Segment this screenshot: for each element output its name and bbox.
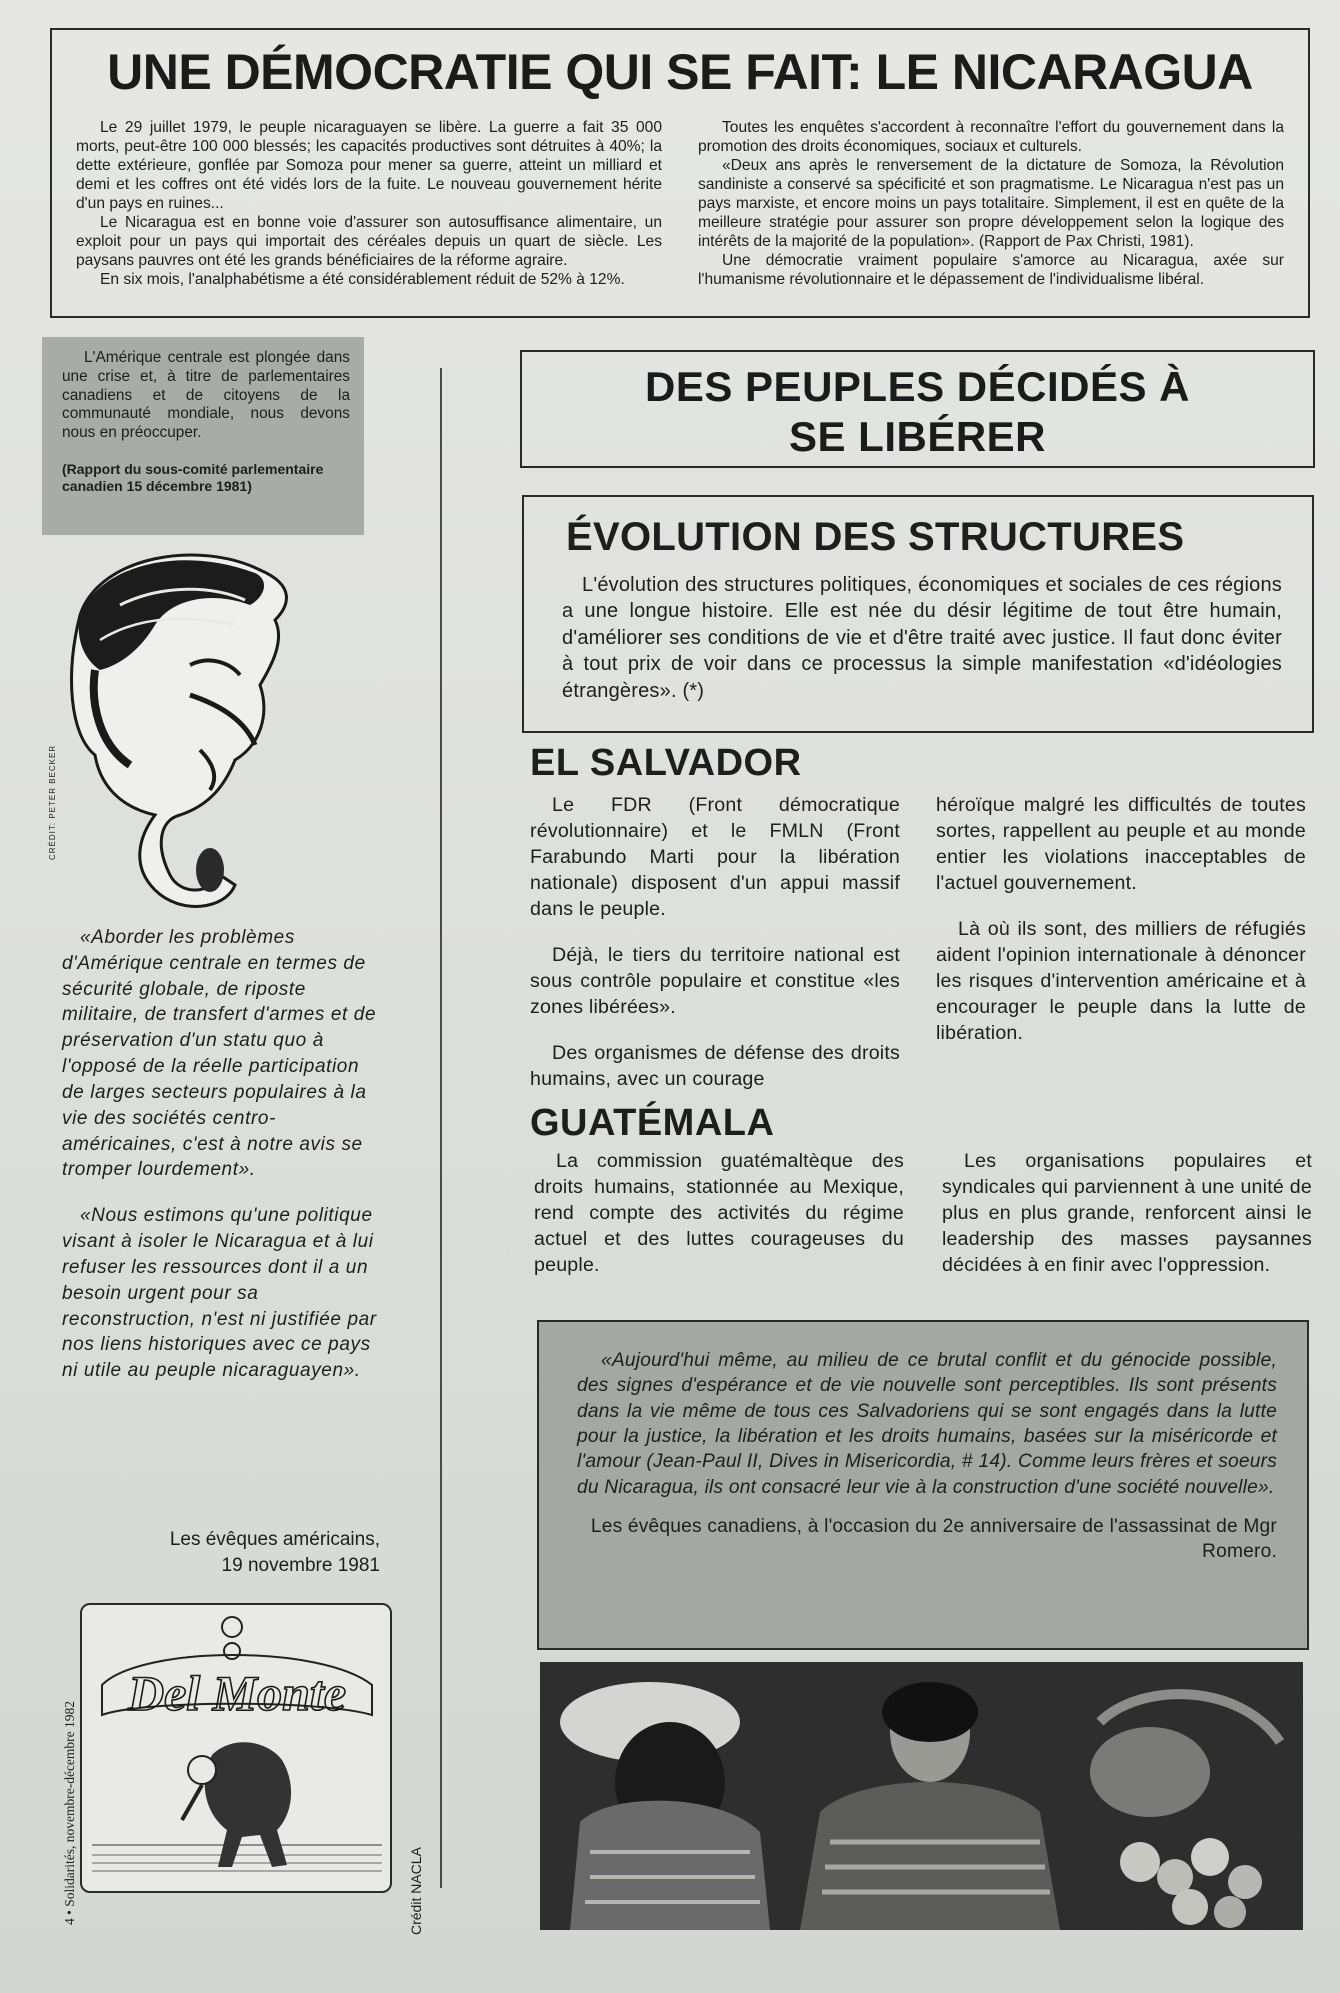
- parliament-report-box: [42, 337, 364, 535]
- evolution-text: L'évolution des structures politiques, économiques et sociales de ces régions a une longue histoire. Elle est née du désir légitime de tout être humain, d'améliorer ses conditions de vie et d'être traité avec justice. Il faut donc éviter à tout prix de voir dans ce processus la simple manifestation «d'idéologies étrangères». (*): [562, 574, 1282, 702]
- quote-paragraph: «Aborder les problèmes d'Amérique centrale en termes de sécurité globale, de riposte militaire, de transfert d'armes et de préservation d'un statu quo à l'opposé de la réelle participation de larges secteurs populaires à la vie des sociétés centro-américaines, c'est à notre avis se tromper lourdement».: [62, 927, 377, 1181]
- column-divider: [440, 368, 442, 1888]
- quote-text: «Aujourd'hui même, au milieu de ce brutal conflit et du génocide possible, des signes d'espérance et de vie nouvelle sont perceptibles. Ils sont présents dans la vie même de tous ces Salvadoriens qui se sont engagés dans la lutte pour la justice, la libération et les droits humains, basées sur la miséricorde et l'amour (Jean-Paul II, Dives in Misericordia, # 14). Comme leurs frères et soeurs du Nicaragua, ils ont consacré leur vie à la construction d'une société nouvelle».: [577, 1350, 1277, 1498]
- guatemala-column-left: [534, 1148, 904, 1298]
- photo-credit: Crédit NACLA: [408, 1847, 424, 1935]
- paragraph: Le 29 juillet 1979, le peuple nicaraguayen se libère. La guerre a fait 35 000 morts, peut-être 100 000 blessés; les capacités productives sont détruites à 40%; la dette extérieure, gonflée par Somoza pour mener sa guerre, atteint un milliard et demi et les coffres ont été vidés lors de la fuite. Le nouveau gouvernement hérite d'un pays en ruines...: [76, 119, 662, 213]
- caricature-illustration: [60, 545, 330, 915]
- paragraph: «Deux ans après le renversement de la dictature de Somoza, la Révolution sandiniste a conservé sa spécificité et son pragmatisme. Le Nicaragua n'est pas un pays marxiste, et encore moins un pays totalitaire. Simplement, il est en quête de la meilleure stratégie pour assurer son propre développement selon la logique des intérêts de la majorité de la population». (Rapport de Pax Christi, 1981).: [698, 157, 1284, 251]
- canadian-bishops-quote-box: [537, 1320, 1309, 1650]
- evolution-box: [522, 495, 1314, 733]
- paragraph: Les organisations populaires et syndicales qui parviennent à une unité de plus en plus grande, renforcent ainsi le leadership des masses paysannes décidées à en finir avec l'oppression.: [942, 1150, 1312, 1277]
- nicaragua-column-left: [76, 118, 662, 289]
- paragraph: La commission guatémaltèque des droits humains, stationnée au Mexique, rend compte des activités du régime actuel et des luttes courageuses du peuple.: [534, 1150, 904, 1277]
- nicaragua-column-right: [698, 118, 1284, 289]
- del-monte-cartoon: [80, 1603, 392, 1893]
- page-footer: 4 • Solidarités, novembre-décembre 1982: [62, 1700, 77, 1925]
- report-source: (Rapport du sous-comité parlementaire canadien 15 décembre 1981): [62, 460, 324, 494]
- el-salvador-title: EL SALVADOR: [530, 742, 802, 784]
- headline-part-1: UNE DÉMOCRATIE QUI SE FAIT:: [107, 44, 876, 100]
- nicaragua-headline: [76, 42, 1284, 102]
- paragraph: En six mois, l'analphabétisme a été considérablement réduit de 52% à 12%.: [100, 271, 625, 289]
- el-salvador-column-left: [530, 792, 900, 1092]
- el-salvador-column-right: [936, 792, 1306, 1066]
- headline-part-2: LE NICARAGUA: [875, 44, 1253, 100]
- paragraph: Une démocratie vraiment populaire s'amorce au Nicaragua, axée sur l'humanisme révolutionnaire et le dépassement de l'individualisme libéral.: [698, 252, 1284, 289]
- guatemala-column-right: [942, 1148, 1312, 1298]
- nicaragua-columns: [76, 118, 1284, 289]
- quote-signature: Les évêques canadiens, à l'occasion du 2e anniversaire de l'assassinat de Mgr Romero.: [590, 1516, 1277, 1563]
- paragraph: Là où ils sont, des milliers de réfugiés aident l'opinion internationale à dénoncer les risques d'intervention américaine et à encourager le peuple dans la lutte de libération.: [936, 918, 1306, 1045]
- cartoon-credit: CRÉDIT: PETER BECKER: [48, 744, 57, 860]
- paragraph: héroïque malgré les difficultés de toutes sortes, rappellent au peuple et au monde entier les violations inacceptables de l'actuel gouvernement.: [936, 794, 1306, 895]
- headline-line: DES PEUPLES DÉCIDÉS À: [645, 363, 1190, 410]
- nicaragua-box: [50, 28, 1310, 318]
- paragraph: Le FDR (Front démocratique révolutionnaire) et le FMLN (Front Farabundo Marti pour la libération nationale) disposent d'un appui massif dans le peuple.: [530, 794, 900, 921]
- signature-date: 19 novembre 1981: [221, 1554, 380, 1576]
- evolution-title: ÉVOLUTION DES STRUCTURES: [566, 515, 1185, 559]
- quote-paragraph: «Nous estimons qu'une politique visant à isoler le Nicaragua et à lui refuser les ressources dont il a un besoin urgent pour sa reconstruction, n'est ni justifiée par nos liens historiques avec ce pays ni utile au peuple nicaraguayen».: [62, 1205, 377, 1382]
- market-women-photo: [540, 1662, 1303, 1930]
- headline-line: SE LIBÉRER: [788, 413, 1047, 461]
- signature-line: Les évêques américains,: [169, 1529, 380, 1550]
- us-bishops-quote: [62, 925, 380, 1404]
- us-bishops-signature: [62, 1527, 380, 1578]
- paragraph: Des organismes de défense des droits humains, avec un courage: [530, 1042, 900, 1091]
- guatemala-title: GUATÉMALA: [530, 1102, 775, 1144]
- paragraph: Le Nicaragua est en bonne voie d'assurer son autosuffisance alimentaire, un exploit pour un pays qui importait des céréales depuis un quart de siècle. Les paysans pauvres ont été les grands bénéficiaires de la réforme agraire.: [76, 214, 662, 270]
- paragraph: Déjà, le tiers du territoire national est sous contrôle populaire et constitue «les zones libérées».: [530, 944, 900, 1019]
- peuples-headline-box: [520, 350, 1315, 468]
- del-monte-logo: Del Monte: [127, 1665, 347, 1721]
- report-quote: L'Amérique centrale est plongée dans une crise et, à titre de parlementaires canadiens et de citoyens de la communauté mondiale, nous devons nous en préoccuper.: [62, 349, 350, 442]
- paragraph: Toutes les enquêtes s'accordent à reconnaître l'effort du gouvernement dans la promotion des droits économiques, sociaux et culturels.: [698, 119, 1284, 156]
- del-monte-illustration: [82, 1605, 390, 1891]
